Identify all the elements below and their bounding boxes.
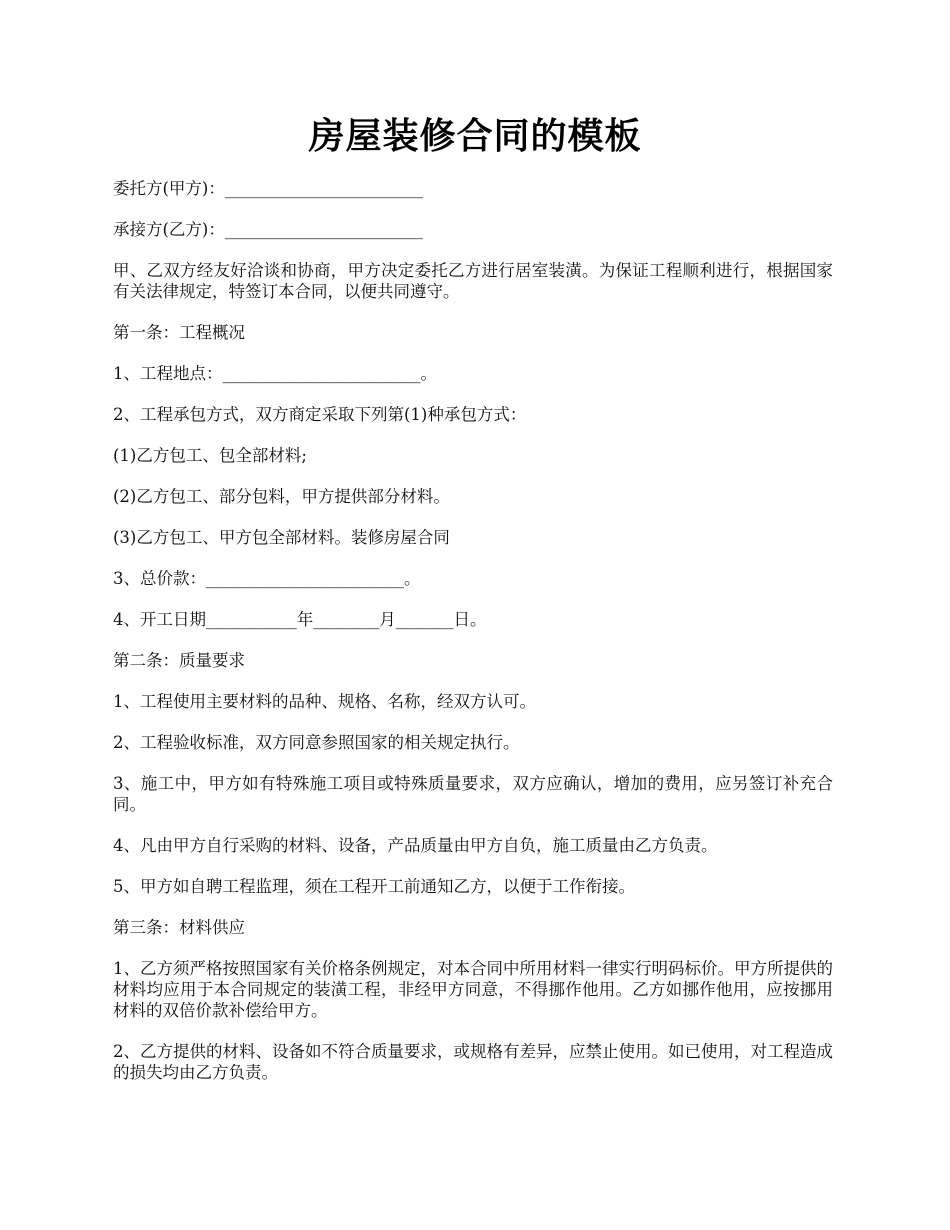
- article-1-heading: 第一条：工程概况: [113, 323, 245, 342]
- clause-item: (2)乙方包工、部分包料，甲方提供部分材料。: [113, 487, 450, 506]
- article-3-heading: 第三条：材料供应: [113, 918, 245, 937]
- clause-item: (1)乙方包工、包全部材料;: [113, 446, 307, 465]
- clause-item: 2、乙方提供的材料、设备如不符合质量要求，或规格有差异，应禁止使用。如已使用，对工程造成的损失均由乙方负责。: [113, 1042, 833, 1082]
- document-body: [113, 178, 833, 1103]
- clause-item: (3)乙方包工、甲方包全部材料。装修房屋合同: [113, 528, 450, 547]
- clause-item: 1、乙方须严格按照国家有关价格条例规定，对本合同中所用材料一律实行明码标价。甲方所提供的材料均应用于本合同规定的装潢工程，非经甲方同意，不得挪作他用。乙方如挪作他用，应按挪用材料的双倍价款补偿给甲方。: [113, 959, 833, 1020]
- clause-item: 1、工程使用主要材料的品种、规格、名称，经双方认可。: [113, 692, 536, 711]
- document-title: 房屋装修合同的模板: [308, 115, 642, 157]
- party-b-line: 承接方(乙方)：________________________: [113, 220, 423, 239]
- party-a-line: 委托方(甲方)：________________________: [113, 179, 423, 198]
- clause-item: 2、工程承包方式，双方商定采取下列第(1)种承包方式：: [113, 405, 527, 424]
- article-2-heading: 第二条：质量要求: [113, 651, 245, 670]
- clause-item: 2、工程验收标准，双方同意参照国家的相关规定执行。: [113, 733, 520, 752]
- clause-item: 3、总价款：________________________。: [113, 569, 421, 588]
- clause-item: 3、施工中，甲方如有特殊施工项目或特殊质量要求，双方应确认，增加的费用，应另签订补充合同。: [113, 774, 833, 814]
- clause-item: 4、开工日期___________年________月_______日。: [113, 610, 487, 629]
- preamble-paragraph: 甲、乙双方经友好洽谈和协商，甲方决定委托乙方进行居室装潢。为保证工程顺利进行，根据国家有关法律规定，特签订本合同，以便共同遵守。: [113, 261, 833, 301]
- clause-item: 4、凡由甲方自行采购的材料、设备，产品质量由甲方自负，施工质量由乙方负责。: [113, 836, 718, 855]
- clause-item: 5、甲方如自聘工程监理，须在工程开工前通知乙方，以便于工作衔接。: [113, 877, 635, 896]
- clause-item: 1、工程地点：________________________。: [113, 364, 437, 383]
